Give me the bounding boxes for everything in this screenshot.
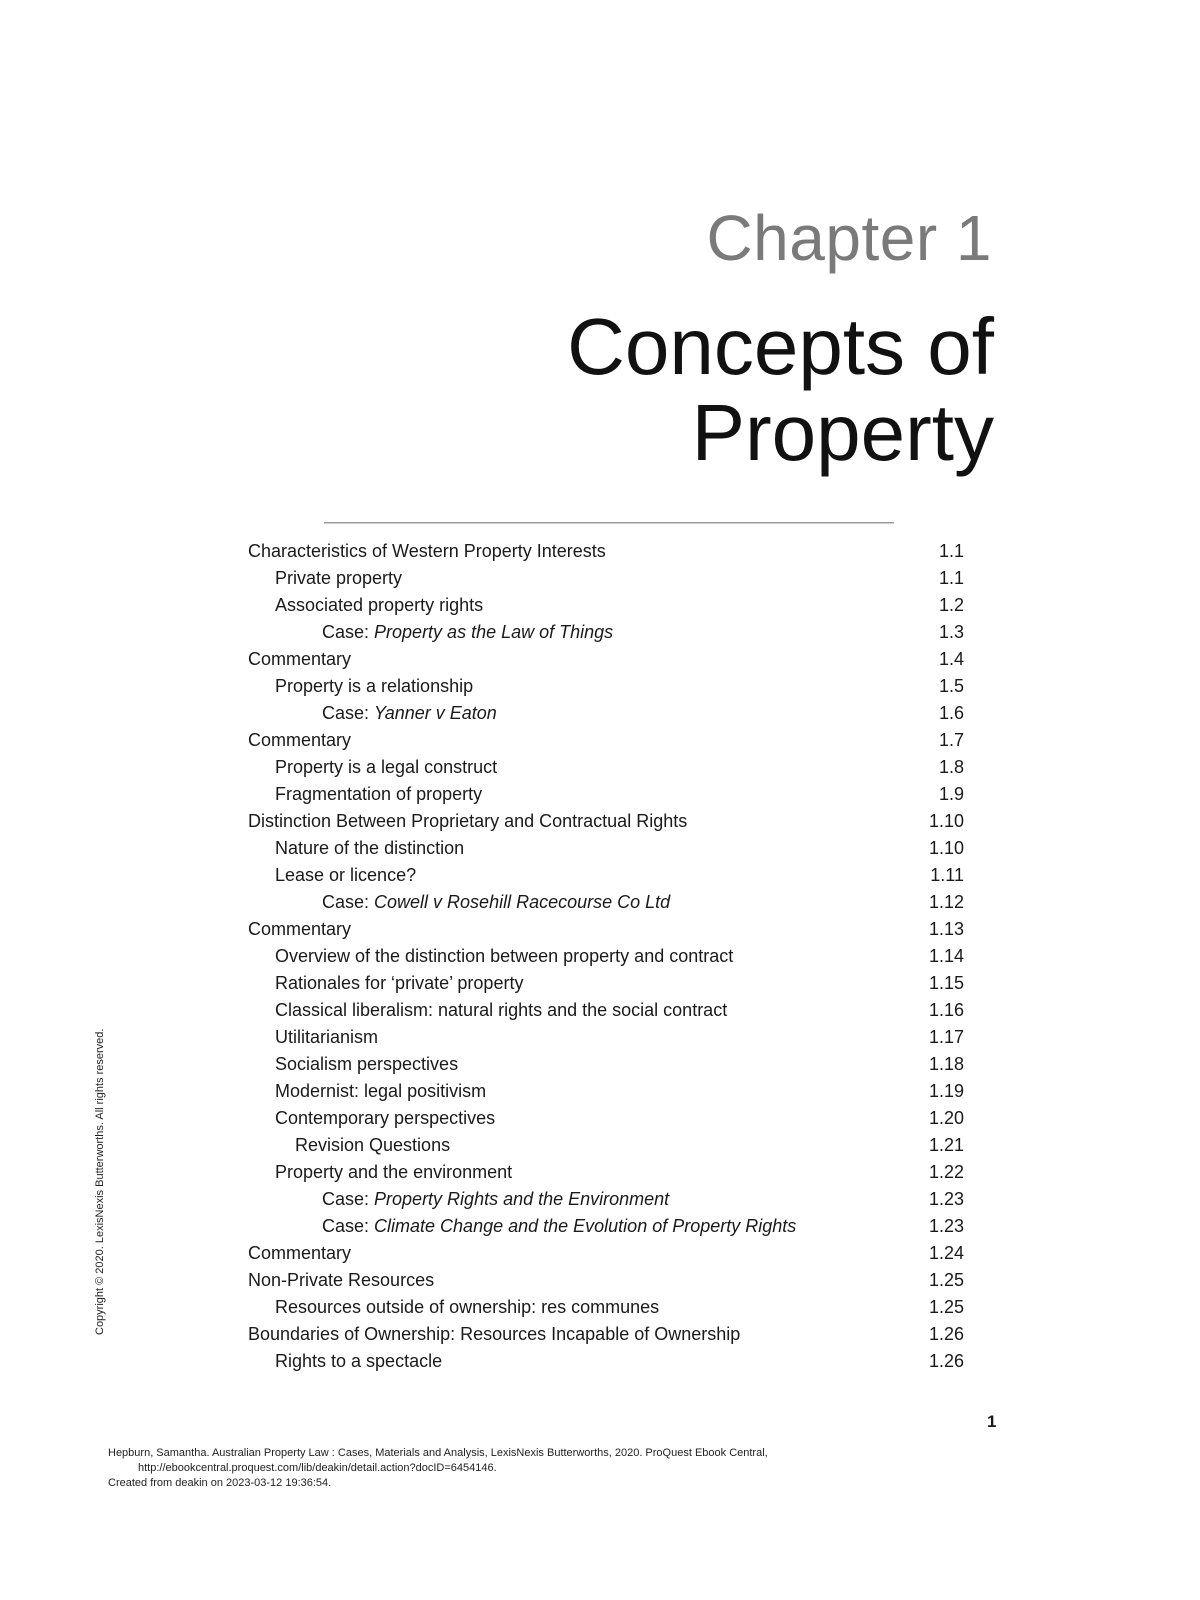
toc-entry-number: 1.11	[930, 865, 964, 885]
toc-entry-title: Non-Private Resources	[248, 1270, 435, 1290]
toc-entry[interactable]	[248, 673, 964, 700]
toc-entry[interactable]	[248, 943, 964, 970]
toc-entry-number: 1.13	[928, 919, 964, 939]
toc-entry-number: 1.24	[928, 1243, 964, 1263]
toc-entry[interactable]	[248, 1240, 964, 1267]
toc-entry[interactable]	[248, 754, 964, 781]
title-divider	[324, 522, 894, 524]
toc-entry-title	[322, 700, 497, 727]
toc-entry-number: 1.23	[928, 1189, 964, 1209]
toc-entry[interactable]	[248, 889, 964, 916]
case-prefix: Case:	[322, 1189, 375, 1209]
toc-entry[interactable]	[248, 862, 964, 889]
toc-entry-number: 1.1	[938, 541, 964, 561]
toc-entry-title: Classical liberalism: natural rights and the social contract	[275, 1000, 728, 1020]
toc-entry-title: Boundaries of Ownership: Resources Incapable of Ownership	[248, 1324, 741, 1344]
toc-entry[interactable]	[248, 1159, 964, 1186]
table-of-contents	[248, 538, 964, 1375]
toc-entry-number: 1.1	[938, 568, 964, 588]
toc-entry-title: Associated property rights	[275, 595, 484, 615]
toc-entry[interactable]	[248, 646, 964, 673]
toc-entry-title: Private property	[275, 568, 403, 588]
chapter-title-line-1: Concepts of	[567, 302, 994, 391]
toc-entry[interactable]	[248, 592, 964, 619]
toc-entry-number: 1.3	[938, 622, 964, 642]
toc-entry[interactable]	[248, 916, 964, 943]
case-prefix: Case:	[322, 892, 375, 912]
toc-entry-title: Fragmentation of property	[275, 784, 483, 804]
toc-entry-number: 1.21	[928, 1135, 964, 1155]
case-name: Property as the Law of Things	[374, 622, 614, 642]
toc-entry-number: 1.26	[928, 1351, 964, 1371]
toc-entry[interactable]	[248, 808, 964, 835]
toc-entry-number: 1.2	[938, 595, 964, 615]
toc-entry[interactable]	[248, 1321, 964, 1348]
case-prefix: Case:	[322, 703, 375, 723]
toc-entry[interactable]	[248, 970, 964, 997]
toc-entry[interactable]	[248, 1051, 964, 1078]
toc-entry-title: Lease or licence?	[275, 865, 417, 885]
toc-entry-title: Overview of the distinction between property and contract	[275, 946, 734, 966]
toc-entry-title: Distinction Between Proprietary and Contractual Rights	[248, 811, 688, 831]
page-number: 1	[987, 1412, 997, 1431]
case-name: Yanner v Eaton	[374, 703, 497, 723]
toc-entry-number: 1.16	[928, 1000, 964, 1020]
toc-entry-title: Rights to a spectacle	[275, 1351, 443, 1371]
citation-footer	[108, 1446, 768, 1491]
toc-entry-number: 1.5	[938, 676, 964, 696]
citation-url[interactable]: http://ebookcentral.proquest.com/lib/deakin/detail.action?docID=6454146.	[138, 1462, 497, 1474]
toc-entry-number: 1.14	[928, 946, 964, 966]
citation-created: Created from deakin on 2023-03-12 19:36:54.	[108, 1477, 332, 1489]
toc-entry[interactable]	[248, 1213, 964, 1240]
toc-entry-number: 1.9	[938, 784, 964, 804]
toc-entry-number: 1.10	[928, 811, 964, 831]
chapter-title	[567, 304, 994, 476]
toc-entry-number: 1.6	[938, 703, 964, 723]
toc-entry[interactable]	[248, 1348, 964, 1375]
case-prefix: Case:	[322, 1216, 375, 1236]
toc-entry[interactable]	[248, 1132, 964, 1159]
copyright-notice: Copyright © 2020. LexisNexis Butterworths. All rights reserved.	[94, 1028, 106, 1335]
toc-entry-number: 1.7	[938, 730, 964, 750]
toc-entry-number: 1.4	[938, 649, 964, 669]
toc-entry-number: 1.10	[928, 838, 964, 858]
toc-entry-number: 1.20	[928, 1108, 964, 1128]
toc-entry-title	[322, 1186, 669, 1213]
toc-entry-title: Socialism perspectives	[275, 1054, 459, 1074]
toc-entry[interactable]	[248, 835, 964, 862]
toc-entry[interactable]	[248, 1078, 964, 1105]
toc-entry-number: 1.12	[928, 892, 964, 912]
toc-entry[interactable]	[248, 727, 964, 754]
toc-entry[interactable]	[248, 619, 964, 646]
toc-entry-number: 1.17	[928, 1027, 964, 1047]
citation-line-1: Hepburn, Samantha. Australian Property Law : Cases, Materials and Analysis, LexisNexis Butterworths, 2020. ProQuest Ebook Central,	[108, 1447, 768, 1459]
toc-entry-number: 1.18	[928, 1054, 964, 1074]
toc-entry-title: Nature of the distinction	[275, 838, 465, 858]
toc-entry[interactable]	[248, 700, 964, 727]
toc-entry-title: Commentary	[248, 919, 352, 939]
toc-entry[interactable]	[248, 1024, 964, 1051]
toc-entry-number: 1.25	[928, 1297, 964, 1317]
toc-entry-title	[322, 889, 670, 916]
toc-entry-title: Contemporary perspectives	[275, 1108, 496, 1128]
toc-entry[interactable]	[248, 781, 964, 808]
toc-entry[interactable]	[248, 1267, 964, 1294]
toc-entry-title: Modernist: legal positivism	[275, 1081, 487, 1101]
toc-entry[interactable]	[248, 1294, 964, 1321]
toc-entry-number: 1.25	[928, 1270, 964, 1290]
toc-entry-title: Characteristics of Western Property Interests	[248, 541, 606, 561]
toc-entry-title	[322, 1213, 796, 1240]
toc-entry-number: 1.23	[928, 1216, 964, 1236]
case-name: Climate Change and the Evolution of Property Rights	[374, 1216, 797, 1236]
toc-entry-title: Commentary	[248, 649, 352, 669]
chapter-title-line-2: Property	[691, 388, 994, 477]
toc-entry-number: 1.26	[928, 1324, 964, 1344]
toc-entry-title: Resources outside of ownership: res communes	[275, 1297, 660, 1317]
case-prefix: Case:	[322, 622, 375, 642]
toc-entry-title: Utilitarianism	[275, 1027, 379, 1047]
toc-entry-title: Property and the environment	[275, 1162, 513, 1182]
toc-entry-number: 1.8	[938, 757, 964, 777]
toc-entry-title: Commentary	[248, 730, 352, 750]
toc-entry[interactable]	[248, 538, 964, 565]
toc-entry-title: Revision Questions	[295, 1135, 451, 1155]
toc-entry[interactable]	[248, 565, 964, 592]
toc-entry-title: Commentary	[248, 1243, 352, 1263]
case-name: Property Rights and the Environment	[374, 1189, 670, 1209]
toc-entry[interactable]	[248, 1105, 964, 1132]
toc-entry[interactable]	[248, 1186, 964, 1213]
toc-entry-number: 1.22	[928, 1162, 964, 1182]
case-name: Cowell v Rosehill Racecourse Co Ltd	[374, 892, 671, 912]
toc-entry-title: Rationales for ‘private’ property	[275, 973, 524, 993]
toc-entry-number: 1.15	[928, 973, 964, 993]
toc-entry-number: 1.19	[928, 1081, 964, 1101]
toc-entry[interactable]	[248, 997, 964, 1024]
toc-entry-title: Property is a relationship	[275, 676, 474, 696]
toc-entry-title	[322, 619, 613, 646]
chapter-label: Chapter 1	[706, 202, 992, 274]
toc-entry-title: Property is a legal construct	[275, 757, 498, 777]
